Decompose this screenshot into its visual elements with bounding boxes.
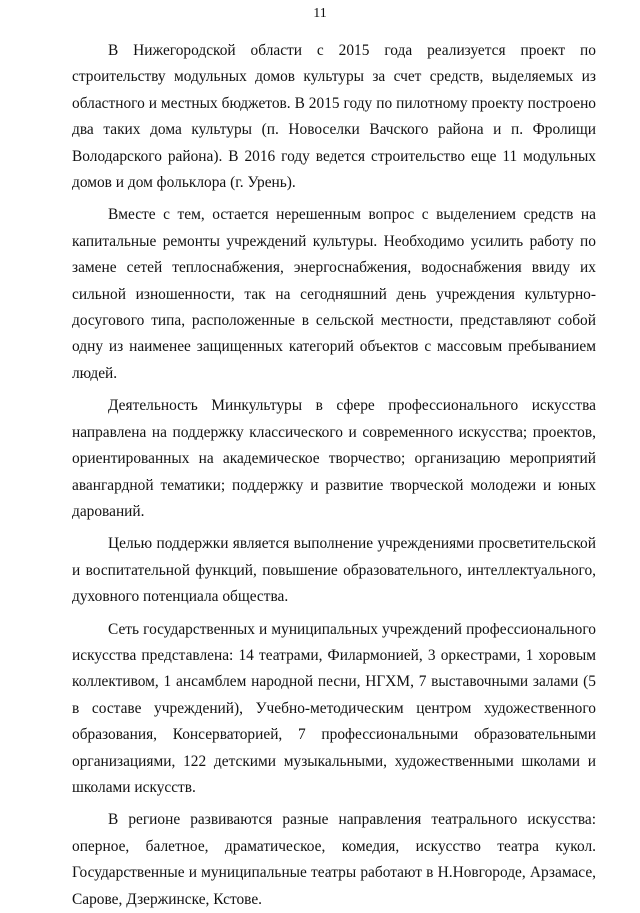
page-number: 11 xyxy=(313,6,327,21)
paragraph-modular-culture-houses: В Нижегородской области с 2015 года реализуется проект по строительству модульных домов культуры за счет средств, выделяемых из областного и местных бюджетов. В 2015 году по пилотному проекту построено два таких дома культуры (п. Новоселки Вачского района и п. Фролищи Володарского района). В 2016 году ведется строительство еще 11 модульных домов и дом фольклора (г. Урень). xyxy=(72,42,596,192)
paragraph-support-goal: Целью поддержки является выполнение учреждениями просветительской и воспитательной функций, повышение образовательного, интеллектуального, духовного потенциала общества. xyxy=(72,535,596,606)
document-body xyxy=(72,38,596,913)
paragraph-institution-network: Сеть государственных и муниципальных учреждений профессионального искусства представлена: 14 театрами, Филармонией, 3 оркестрами, 1 хоровым коллективом, 1 ансамблем народной песни, НГХМ, 7 выставочными залами (5 в составе учреждений), Учебно-методическим центром художественного образования, Консерваторией, 7 профессиональными образовательными организациями, 122 детскими музыкальными, художественными школами и школами искусств. xyxy=(72,620,596,796)
paragraph-capital-repairs: Вместе с тем, остается нерешенным вопрос с выделением средств на капитальные ремонты учреждений культуры. Необходимо усилить работу по замене сетей теплоснабжения, энергоснабжения, водоснабжения ввиду их сильной изношенности, так на сегодняшний день учреждения культурно-досугового типа, расположенные в сельской местности, представляют собой одну из наименее защищенных категорий объектов с массовым пребыванием людей. xyxy=(72,206,596,382)
paragraph-theatre-directions: В регионе развиваются разные направления театрального искусства: оперное, балетное, драматическое, комедия, искусство театра кукол. Государственные и муниципальные театры работают в Н.Новгороде, Арзамасе, Сарове, Дзержинске, Кстове. xyxy=(72,811,596,908)
paragraph-ministry-activity: Деятельность Минкультуры в сфере профессионального искусства направлена на поддержку классического и современного искусства; проектов, ориентированных на академическое творчество; организацию мероприятий авангардной тематики; поддержку и развитие творческой молодежи и юных дарований. xyxy=(72,397,596,520)
